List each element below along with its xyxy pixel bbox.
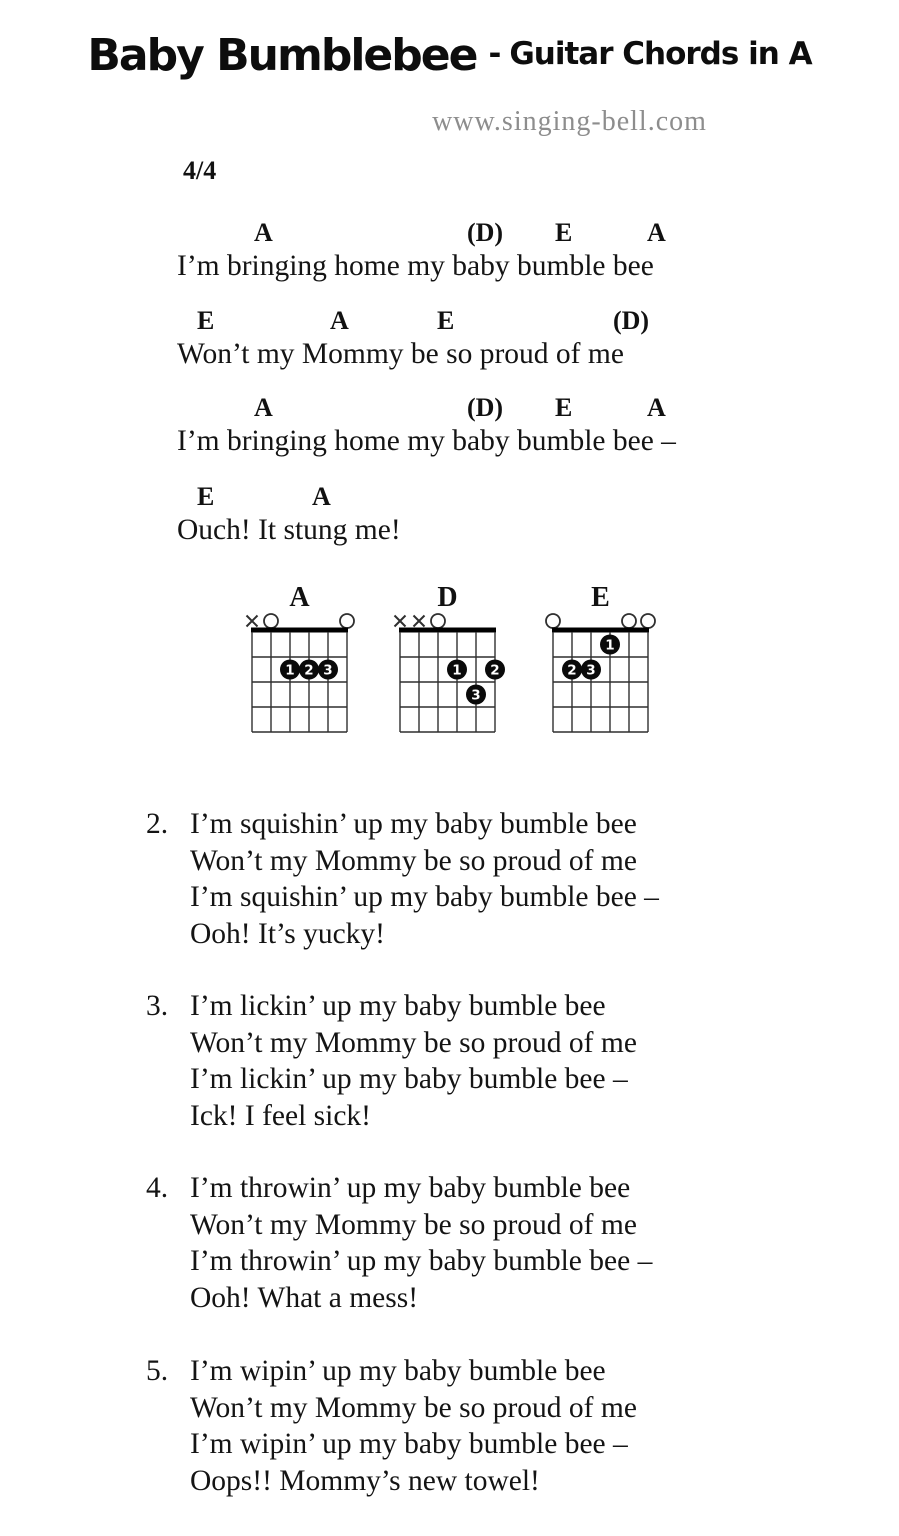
verse-lines [190, 1170, 899, 1316]
chord-row [0, 482, 899, 513]
finger-number: 1 [605, 637, 615, 654]
verse-lyric-line: I’m lickin’ up my baby bumble bee – [190, 1063, 628, 1095]
verse-lyric-line: Ooh! It’s yucky! [190, 917, 385, 950]
chord-label: A [312, 482, 331, 511]
chord-label: A [254, 218, 273, 247]
verse-number: 2. [146, 808, 169, 840]
chord-label: (D) [613, 306, 650, 335]
verse-lines [190, 988, 899, 1134]
open-string-marker [264, 614, 278, 628]
verse-lyric-line: Ooh! What a mess! [190, 1281, 419, 1314]
verse-block [0, 1353, 899, 1499]
chord-row [0, 218, 899, 249]
muted-string-marker [414, 616, 425, 627]
chord-row [0, 306, 899, 337]
verse-lyric-line: Won’t my Mommy be so proud of me [190, 1208, 637, 1241]
lyric-line: Won’t my Mommy be so proud of me [177, 338, 624, 370]
verse-lyric-line: Won’t my Mommy be so proud of me [190, 844, 637, 877]
verse-lyric-line: I’m squishin’ up my baby bumble bee [190, 808, 637, 840]
open-string-marker [546, 614, 560, 628]
verse-number: 4. [146, 1172, 169, 1204]
chord-label: A [647, 218, 666, 247]
verse-lyric-line: Won’t my Mommy be so proud of me [190, 1026, 637, 1059]
title-separator: - [488, 36, 502, 72]
verse-lyric-line: Ick! I feel sick! [190, 1099, 371, 1132]
lyric-line: Ouch! It stung me! [177, 514, 401, 546]
title-subtitle: Guitar Chords in A [509, 36, 812, 72]
verse-lines [190, 1353, 899, 1499]
chord-label: A [330, 306, 349, 335]
verse-block [0, 806, 899, 952]
chord-label: E [197, 482, 215, 511]
chord-diagram-a [236, 582, 363, 743]
chord-diagram-svg [236, 582, 363, 738]
finger-number: 3 [586, 662, 596, 679]
song-title: Baby Bumblebee [87, 30, 477, 81]
chord-label: E [197, 306, 215, 335]
finger-number: 1 [285, 662, 295, 679]
chorded-lyric-line [0, 393, 899, 458]
verse-lyric-line: I’m wipin’ up my baby bumble bee [190, 1355, 606, 1387]
lyric-line: I’m bringing home my baby bumble bee [177, 250, 654, 282]
muted-string-marker [395, 616, 406, 627]
verse-lyric-line: I’m lickin’ up my baby bumble bee [190, 990, 606, 1022]
chord-label: (D) [467, 218, 504, 247]
finger-number: 1 [452, 662, 462, 679]
chord-row [0, 393, 899, 424]
chord-diagram-d [384, 582, 511, 743]
chord-label: A [254, 393, 273, 422]
finger-number: 3 [323, 662, 333, 679]
verse-lyric-line: I’m squishin’ up my baby bumble bee – [190, 881, 659, 913]
chord-label: E [437, 306, 455, 335]
chord-diagram-label: E [591, 582, 610, 613]
open-string-marker [340, 614, 354, 628]
finger-number: 2 [304, 662, 314, 679]
lyric-line: I’m bringing home my baby bumble bee – [177, 425, 676, 457]
verse-lyric-line: I’m throwin’ up my baby bumble bee [190, 1172, 631, 1204]
chord-diagram-svg [384, 582, 511, 738]
verse-number: 3. [146, 990, 169, 1022]
chorded-lyric-line [0, 306, 899, 371]
nut-bar [399, 628, 496, 633]
verse-lyric-line: I’m throwin’ up my baby bumble bee – [190, 1245, 653, 1277]
finger-number: 2 [490, 662, 500, 679]
chord-label: E [555, 393, 573, 422]
chord-diagram-label: D [437, 582, 458, 613]
chord-diagram-svg [537, 582, 664, 738]
chorded-lyric-line [0, 218, 899, 283]
open-string-marker [431, 614, 445, 628]
verse-block [0, 988, 899, 1134]
verse-lyric-line: Won’t my Mommy be so proud of me [190, 1391, 637, 1424]
chord-diagram-e [537, 582, 664, 743]
finger-number: 2 [567, 662, 577, 679]
chord-label: E [555, 218, 573, 247]
chord-label: A [647, 393, 666, 422]
time-signature: 4/4 [183, 156, 217, 185]
open-string-marker [622, 614, 636, 628]
chord-label: (D) [467, 393, 504, 422]
verse-lyric-line: I’m wipin’ up my baby bumble bee – [190, 1428, 628, 1460]
nut-bar [552, 628, 649, 633]
verse-block [0, 1170, 899, 1316]
muted-string-marker [247, 616, 258, 627]
open-string-marker [641, 614, 655, 628]
verse-lyric-line: Oops!! Mommy’s new towel! [190, 1464, 540, 1497]
verse-number: 5. [146, 1355, 169, 1387]
page-title [0, 30, 899, 81]
chord-diagram-label: A [289, 582, 310, 613]
chorded-lyric-line [0, 482, 899, 547]
nut-bar [251, 628, 348, 633]
website-credit: www.singing-bell.com [432, 106, 707, 137]
finger-number: 3 [471, 687, 481, 704]
verse-lines [190, 806, 899, 952]
